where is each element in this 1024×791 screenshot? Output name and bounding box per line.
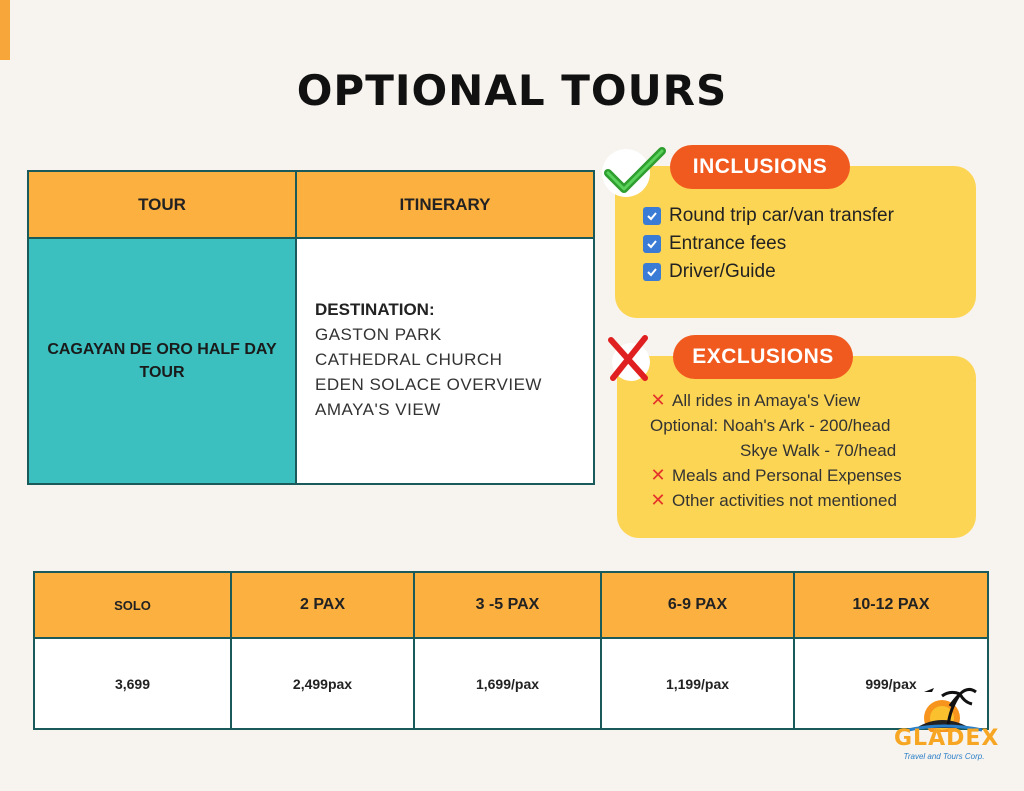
inclusion-text: Round trip car/van transfer xyxy=(669,205,894,226)
tour-header: TOUR xyxy=(29,172,297,239)
destination-item: EDEN SOLACE OVERVIEW xyxy=(315,375,542,394)
exclusion-item xyxy=(650,488,902,513)
checkbox-checked-icon xyxy=(643,207,661,225)
tour-name-cell xyxy=(29,239,297,483)
optional-row xyxy=(650,438,902,463)
exclusion-item xyxy=(650,388,902,413)
check-mark-icon xyxy=(600,143,666,199)
logo-text: GLADEX xyxy=(894,726,1000,751)
cross-icon: ✕ xyxy=(650,490,666,510)
inclusion-item xyxy=(643,202,894,230)
inclusion-item xyxy=(643,230,894,258)
tour-table xyxy=(27,170,595,485)
checkbox-checked-icon xyxy=(643,263,661,281)
itinerary-cell xyxy=(297,239,593,483)
price-header: 6-9 PAX xyxy=(602,573,795,639)
cross-icon: ✕ xyxy=(650,465,666,485)
price-header: 3 -5 PAX xyxy=(415,573,602,639)
price-value: 2,499pax xyxy=(232,639,415,728)
x-mark-icon xyxy=(605,334,651,382)
itinerary-header: ITINERARY xyxy=(297,172,593,239)
page-title: OPTIONAL TOURS xyxy=(296,66,728,115)
destination-label: DESTINATION: xyxy=(315,300,435,319)
destination-item: CATHEDRAL CHURCH xyxy=(315,350,503,369)
exclusion-item xyxy=(650,463,902,488)
checkbox-checked-icon xyxy=(643,235,661,253)
price-value: 999/pax xyxy=(795,639,987,728)
optional-text: Optional: Noah's Ark - 200/head xyxy=(650,415,891,435)
tour-name: CAGAYAN DE ORO HALF DAY TOUR xyxy=(47,341,277,381)
gladex-logo xyxy=(894,682,1000,764)
price-header: SOLO xyxy=(35,573,232,639)
inclusions-list xyxy=(643,202,894,286)
island-sunset-icon xyxy=(894,682,994,732)
price-value: 1,199/pax xyxy=(602,639,795,728)
inclusion-text: Entrance fees xyxy=(669,233,787,254)
price-header: 10-12 PAX xyxy=(795,573,987,639)
price-header: 2 PAX xyxy=(232,573,415,639)
exclusions-list xyxy=(650,388,902,513)
logo-tagline: Travel and Tours Corp. xyxy=(903,752,985,761)
exclusion-text: All rides in Amaya's View xyxy=(672,390,861,410)
exclusion-text: Meals and Personal Expenses xyxy=(672,465,902,485)
optional-text: Skye Walk - 70/head xyxy=(740,440,897,460)
price-value: 3,699 xyxy=(35,639,232,728)
corner-accent xyxy=(0,0,10,60)
optional-row xyxy=(650,413,902,438)
cross-icon: ✕ xyxy=(650,390,666,410)
exclusions-title: EXCLUSIONS xyxy=(673,335,853,379)
destination-item: GASTON PARK xyxy=(315,325,442,344)
price-value: 1,699/pax xyxy=(415,639,602,728)
inclusion-text: Driver/Guide xyxy=(669,261,776,282)
inclusion-item xyxy=(643,258,894,286)
pricing-table xyxy=(33,571,989,730)
destination-item: AMAYA'S VIEW xyxy=(315,400,441,419)
exclusion-text: Other activities not mentioned xyxy=(672,490,897,510)
inclusions-title: INCLUSIONS xyxy=(670,145,850,189)
